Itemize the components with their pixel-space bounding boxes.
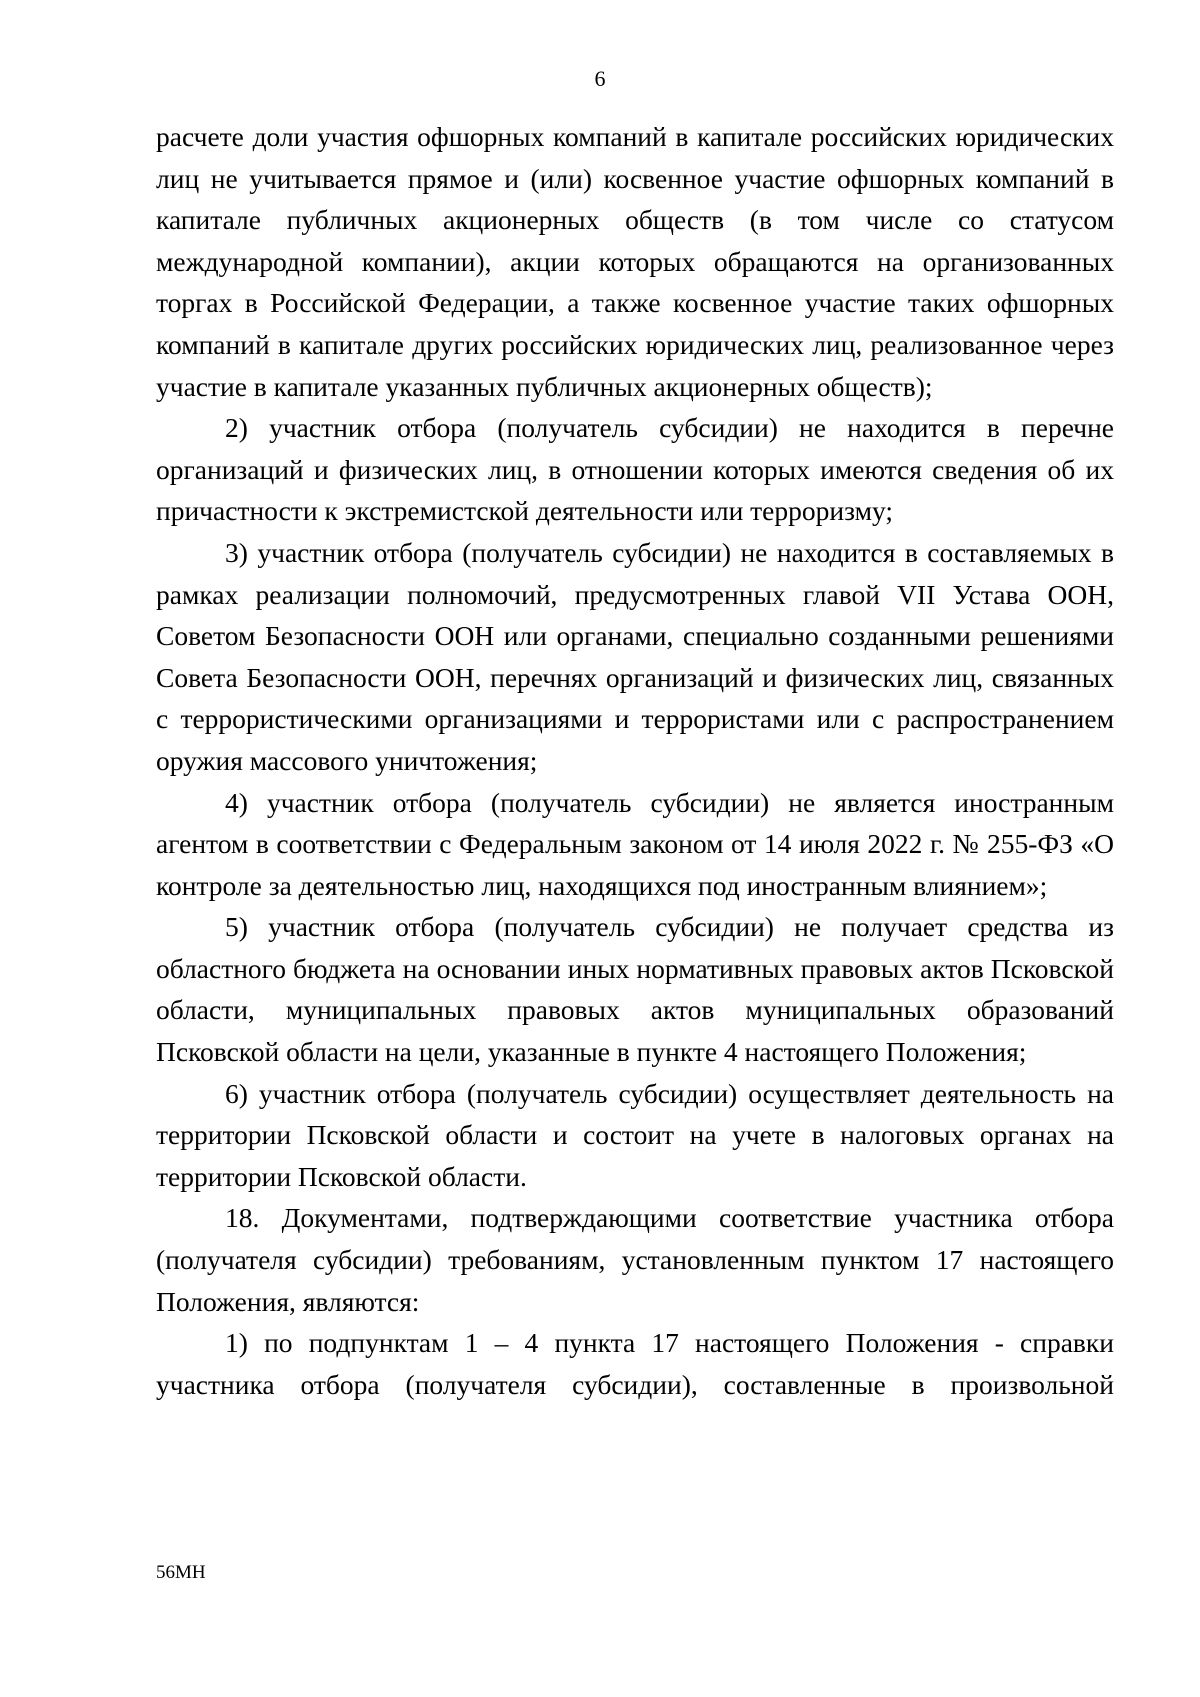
paragraph-item-3: 3) участник отбора (получатель субсидии) не находится в составляемых в рамках реализации полномочий, предусмотренных главой VII Устава ООН, Советом Безопасности ООН или органами, специально созданными решениями Совета Безопасности ООН, перечнях организаций и физических лиц, связанных с террористическими организациями и террористами или с распространением оружия массового уничтожения; <box>156 536 1114 776</box>
paragraph-clause-18: 18. Документами, подтверждающими соответствие участника отбора (получателя субсидии) требованиям, установленным пунктом 17 настоящего Положения, являются: <box>156 1202 1114 1317</box>
paragraph-item-4: 4) участник отбора (получатель субсидии) не является иностранным агентом в соответствии с Федеральным законом от 14 июля 2022 г. № 255-ФЗ «О контроле за деятельностью лиц, находящихся под иностранным влиянием»; <box>156 786 1114 901</box>
document-body <box>156 116 1114 1405</box>
document-code: 56МН <box>156 1562 206 1583</box>
paragraph-item-2: 2) участник отбора (получатель субсидии) не находится в перечне организаций и физических лиц, в отношении которых имеются сведения об их причастности к экстремистской деятельности или терроризму; <box>156 412 1114 527</box>
paragraph-item-6: 6) участник отбора (получатель субсидии) осуществляет деятельность на территории Псковской области и состоит на учете в налоговых органах на территории Псковской области. <box>156 1077 1114 1192</box>
paragraph-offshore-continuation: расчете доли участия офшорных компаний в капитале российских юридических лиц не учитывается прямое и (или) косвенное участие офшорных компаний в капитале публичных акционерных обществ (в том числе со статусом международной компании), акции которых обращаются на организованных торгах в Российской Федерации, а также косвенное участие таких офшорных компаний в капитале других российских юридических лиц, реализованное через участие в капитале указанных публичных акционерных обществ); <box>156 121 1114 402</box>
paragraph-clause-18-item-1: 1) по подпунктам 1 – 4 пункта 17 настоящего Положения - справки участника отбора (получателя субсидии), составленные в произвольной <box>156 1327 1114 1400</box>
paragraph-item-5: 5) участник отбора (получатель субсидии) не получает средства из областного бюджета на основании иных нормативных правовых актов Псковской области, муниципальных правовых актов муниципальных образований Псковской области на цели, указанные в пункте 4 настоящего Положения; <box>156 911 1114 1068</box>
page-number: 6 <box>594 66 606 91</box>
